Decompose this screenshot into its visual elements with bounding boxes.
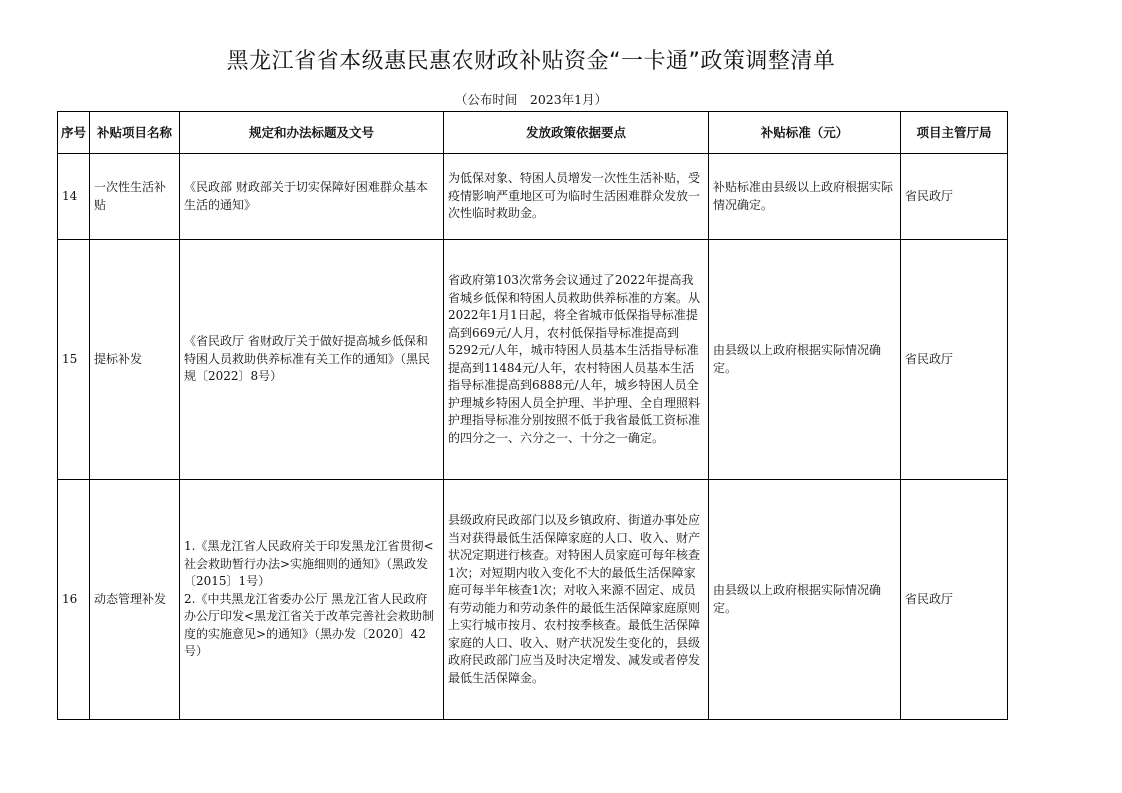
department: 省民政厅 [901,240,1008,480]
regulation-doc: 《民政部 财政部关于切实保障好困难群众基本生活的通知》 [184,180,428,212]
policy-basis: 为低保对象、特困人员增发一次性生活补贴，受疫情影响严重地区可为临时生活困难群众发放一次性临时救助金。 [444,154,709,240]
policy-basis: 省政府第103次常务会议通过了2022年提高我省城乡低保和特困人员救助供养标准的方案。从2022年1月1日起，将全省城市低保指导标准提高到669元/人月，农村低保指导标准提高到5292元/人年，城市特困人员基本生活指导标准提高到11484元/人年，农村特困人员基本生活指导标准提高到6888元/人年，城乡特困人员全护理城乡特困人员全护理、半护理、全自理照料护理指导标准分别按照不低于我省最低工资标准的四分之一、六分之一、十分之一确定。 [444,240,709,480]
regulation-title [180,480,444,720]
department: 省民政厅 [901,480,1008,720]
policy-table [57,111,1008,720]
table-row [58,480,1008,720]
regulation-title [180,240,444,480]
regulation-doc: 《省民政厅 省财政厅关于做好提高城乡低保和特困人员救助供养标准有关工作的通知》（黑民规〔2022〕8号） [184,334,431,384]
regulation-doc: 1.《黑龙江省人民政府关于印发黑龙江省贯彻<社会救助暂行办法>实施细则的通知》（黑政发〔2015〕1号） [184,539,434,589]
policy-basis: 县级政府民政部门以及乡镇政府、街道办事处应当对获得最低生活保障家庭的人口、收入、财产状况定期进行核查。对特困人员家庭可每年核查1次；对短期内收入变化不大的最低生活保障家庭可每半年核查1次；对收入来源不固定、成员有劳动能力和劳动条件的最低生活保障家庭原则上实行城市按月、农村按季核查。最低生活保障家庭的人口、收入、财产状况发生变化的，县级政府民政部门应当及时决定增发、减发或者停发最低生活保障金。 [444,480,709,720]
item-name: 动态管理补发 [90,480,180,720]
document-title: 黑龙江省省本级惠民惠农财政补贴资金“一卡通”政策调整清单 [226,49,836,74]
row-number: 15 [58,240,90,480]
header-policy-basis: 发放政策依据要点 [444,112,709,154]
header-regulation: 规定和办法标题及文号 [180,112,444,154]
header-subsidy-standard: 补贴标准（元） [709,112,901,154]
item-name: 提标补发 [90,240,180,480]
header-item-name: 补贴项目名称 [90,112,180,154]
subsidy-standard: 补贴标准由县级以上政府根据实际情况确定。 [709,154,901,240]
table-row [58,154,1008,240]
item-name: 一次性生活补贴 [90,154,180,240]
table-header-row [58,112,1008,154]
department: 省民政厅 [901,154,1008,240]
table-row [58,240,1008,480]
row-number: 16 [58,480,90,720]
header-department: 项目主管厅局 [901,112,1008,154]
header-seq: 序号 [58,112,90,154]
regulation-title [180,154,444,240]
publish-date: （公布时间 2023年1月） [454,92,608,107]
subsidy-standard: 由县级以上政府根据实际情况确定。 [709,480,901,720]
regulation-doc: 2.《中共黑龙江省委办公厅 黑龙江省人民政府办公厅印发<黑龙江省关于改革完善社会救助制度的实施意见>的通知》（黑办发〔2020〕42号） [184,591,435,659]
subsidy-standard: 由县级以上政府根据实际情况确定。 [709,240,901,480]
row-number: 14 [58,154,90,240]
